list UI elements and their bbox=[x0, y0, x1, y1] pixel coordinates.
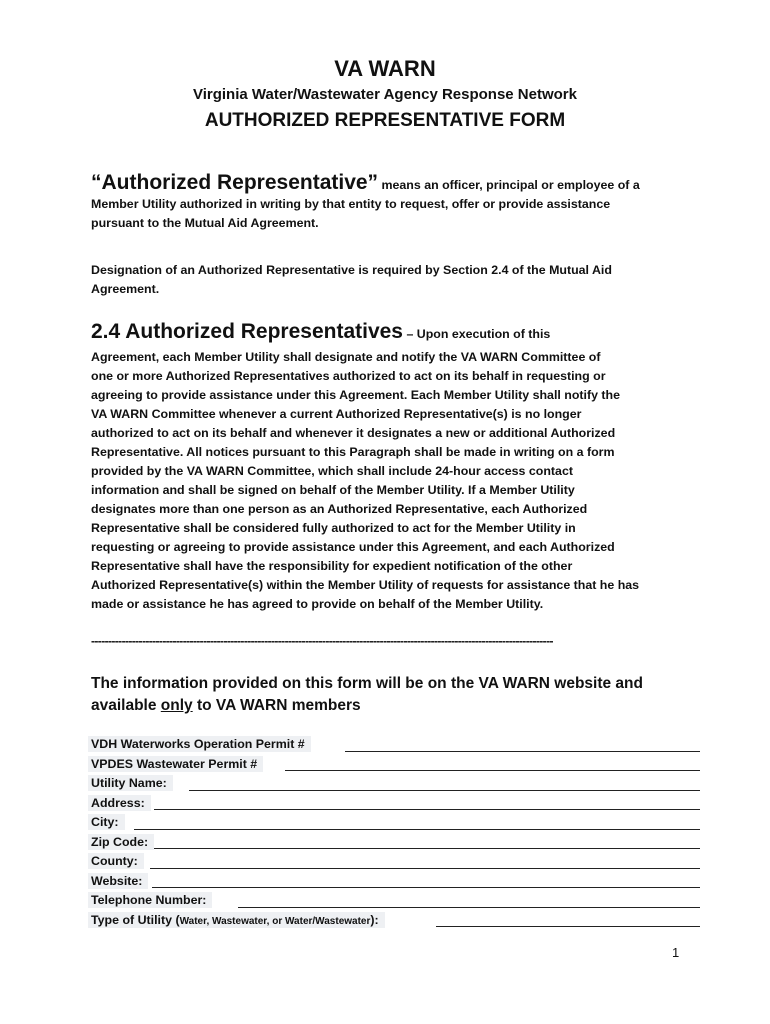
field-utility-type bbox=[88, 910, 700, 930]
designation-line: Agreement. bbox=[91, 282, 160, 296]
county-input[interactable] bbox=[150, 868, 700, 869]
notice-line bbox=[91, 695, 711, 717]
field-telephone bbox=[88, 890, 700, 910]
section-heading-rest: – Upon execution of this bbox=[403, 327, 551, 341]
field-label: County: bbox=[88, 853, 144, 869]
designation-paragraph bbox=[91, 261, 691, 299]
section-line: Representative shall have the responsibility for expedient notification of the other bbox=[91, 559, 573, 573]
section-line: provided by the VA WARN Committee, which shall include 24-hour access contact bbox=[91, 464, 573, 478]
field-county bbox=[88, 851, 700, 871]
section-line: authorized to act on its behalf and whenever it designates a new or additional Authorized bbox=[91, 426, 616, 440]
notice-emphasis: only bbox=[160, 697, 193, 714]
zip-code-input[interactable] bbox=[154, 848, 700, 849]
vpdes-permit-input[interactable] bbox=[285, 770, 700, 771]
page-number: 1 bbox=[672, 945, 680, 960]
section-line: Agreement, each Member Utility shall designate and notify the VA WARN Committee of bbox=[91, 350, 601, 364]
section-heading-line bbox=[91, 318, 691, 348]
website-input[interactable] bbox=[152, 887, 700, 888]
definition-text: means an officer, principal or employee of a bbox=[378, 178, 640, 192]
address-input[interactable] bbox=[154, 809, 700, 810]
section-line: Representative shall be considered fully authorized to act for the Member Utility in bbox=[91, 521, 576, 535]
notice-line: The information provided on this form will be on the VA WARN website and bbox=[91, 675, 643, 692]
field-utility-name bbox=[88, 773, 700, 793]
field-website bbox=[88, 871, 700, 891]
field-label: Telephone Number: bbox=[88, 892, 212, 908]
field-label: City: bbox=[88, 814, 125, 830]
section-line: Representative. All notices pursuant to this Paragraph shall be made in writing on a form bbox=[91, 445, 615, 459]
city-input[interactable] bbox=[134, 829, 700, 830]
field-label bbox=[88, 912, 385, 928]
field-label-text: Type of Utility ( bbox=[91, 912, 180, 927]
designation-line: Designation of an Authorized Representative is required by Section 2.4 of the Mutual Aid bbox=[91, 263, 612, 277]
notice-paragraph bbox=[91, 673, 711, 717]
section-line: requesting or agreeing to provide assistance under this Agreement, and each Authorized bbox=[91, 540, 615, 554]
field-label: Utility Name: bbox=[88, 775, 173, 791]
field-label: VDH Waterworks Operation Permit # bbox=[88, 736, 311, 752]
section-line: VA WARN Committee whenever a current Authorized Representative(s) is no longer bbox=[91, 407, 582, 421]
section-2-4 bbox=[91, 318, 691, 614]
page-subtitle: Virginia Water/Wastewater Agency Response Network bbox=[192, 86, 577, 103]
telephone-input[interactable] bbox=[238, 907, 700, 908]
field-vpdes-permit bbox=[88, 754, 700, 774]
field-label: Address: bbox=[88, 795, 151, 811]
notice-text: to VA WARN members bbox=[192, 697, 361, 714]
section-line: one or more Authorized Representatives authorized to act on its behalf in requesting or bbox=[91, 369, 606, 383]
field-city bbox=[88, 812, 700, 832]
definition-line bbox=[91, 173, 691, 195]
field-label: Zip Code: bbox=[88, 834, 154, 850]
form-name: AUTHORIZED REPRESENTATIVE FORM bbox=[204, 110, 566, 131]
definition-term: “Authorized Representative” bbox=[91, 171, 379, 194]
section-line: made or assistance he has agreed to provide on behalf of the Member Utility. bbox=[91, 597, 544, 611]
section-line: agreeing to provide assistance under this Agreement. Each Member Utility shall notify the bbox=[91, 388, 621, 402]
field-address bbox=[88, 793, 700, 813]
section-line: information and shall be signed on behalf of the Member Utility. If a Member Utility bbox=[91, 483, 575, 497]
section-heading: 2.4 Authorized Representatives bbox=[91, 320, 403, 343]
definition-line: pursuant to the Mutual Aid Agreement. bbox=[91, 216, 319, 230]
field-label: VPDES Wastewater Permit # bbox=[88, 756, 263, 772]
section-line: Authorized Representative(s) within the Member Utility of requests for assistance that he has bbox=[91, 578, 640, 592]
field-zip-code bbox=[88, 832, 700, 852]
separator-line: ---------------------------------------------------------------------------------------------------------------------------------------- bbox=[91, 634, 553, 648]
field-label-hint: Water, Wastewater, or Water/Wastewater bbox=[179, 915, 371, 927]
field-label: Website: bbox=[88, 873, 148, 889]
page-title: VA WARN bbox=[334, 56, 436, 81]
utility-info-form bbox=[88, 734, 700, 929]
field-label-text: ): bbox=[370, 912, 379, 927]
definition-line: Member Utility authorized in writing by that entity to request, offer or provide assistance bbox=[91, 197, 611, 211]
section-line: designates more than one person as an Authorized Representative, each Authorized bbox=[91, 502, 588, 516]
vdh-permit-input[interactable] bbox=[345, 751, 700, 752]
utility-name-input[interactable] bbox=[189, 790, 700, 791]
utility-type-input[interactable] bbox=[436, 926, 700, 927]
field-vdh-permit bbox=[88, 734, 700, 754]
notice-text: available bbox=[91, 697, 161, 714]
definition-paragraph bbox=[91, 173, 691, 233]
